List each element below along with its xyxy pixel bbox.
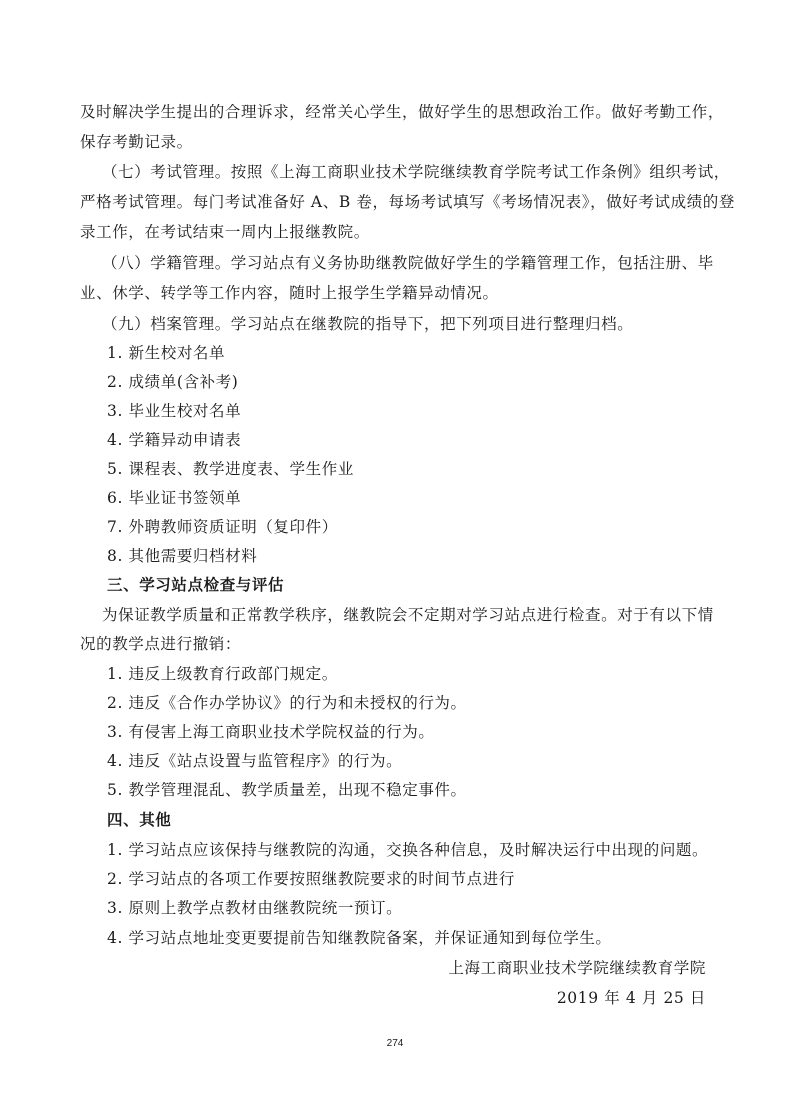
page-number: 274 <box>386 1038 404 1049</box>
list-item: 2. 成绩单(含补考) <box>107 373 239 391</box>
signature-org: 上海工商职业技术学院继续教育学院 <box>448 959 706 977</box>
paragraph-line: 严格考试管理。每门考试准备好 A、B 卷，每场考试填写《考场情况表》，做好考试成绩的登 <box>80 193 735 211</box>
list-item: 3. 毕业生校对名单 <box>107 402 242 420</box>
list-item: 3. 原则上教学点教材由继教院统一预订。 <box>107 899 403 917</box>
list-item: 5. 课程表、教学进度表、学生作业 <box>107 460 354 478</box>
list-item: 6. 毕业证书签领单 <box>107 489 242 507</box>
paragraph-line: （七）考试管理。按照《上海工商职业技术学院继续教育学院考试工作条例》组织考试， <box>102 163 730 181</box>
list-item: 1. 学习站点应该保持与继教院的沟通，交换各种信息，及时解决运行中出现的问题。 <box>107 841 709 859</box>
list-item: 2. 违反《合作办学协议》的行为和未授权的行为。 <box>107 694 467 712</box>
list-item: 2. 学习站点的各项工作要按照继教院要求的时间节点进行 <box>107 870 515 888</box>
paragraph-line: 业、休学、转学等工作内容，随时上报学生学籍异动情况。 <box>80 284 499 302</box>
list-item: 4. 学习站点地址变更要提前告知继教院备案，并保证通知到每位学生。 <box>107 929 612 947</box>
list-item: 5. 教学管理混乱、教学质量差，出现不稳定事件。 <box>107 781 467 799</box>
list-item: 4. 学籍异动申请表 <box>107 431 242 449</box>
paragraph-line: 为保证教学质量和正常教学秩序，继教院会不定期对学习站点进行检查。对于有以下情 <box>102 606 714 624</box>
list-item: 1. 新生校对名单 <box>107 344 226 362</box>
paragraph-line: （八）学籍管理。学习站点有义务协助继教院做好学生的学籍管理工作，包括注册、毕 <box>102 254 714 272</box>
paragraph-line: 及时解决学生提出的合理诉求，经常关心学生，做好学生的思想政治工作。做好考勤工作， <box>80 103 725 121</box>
list-item: 1. 违反上级教育行政部门规定。 <box>107 665 338 683</box>
section-heading: 四、其他 <box>107 811 172 829</box>
list-item: 7. 外聘教师资质证明（复印件） <box>107 518 338 536</box>
list-item: 4. 违反《站点设置与监管程序》的行为。 <box>107 752 403 770</box>
paragraph-line: 保存考勤记录。 <box>80 133 193 151</box>
list-item: 8. 其他需要归档材料 <box>107 547 258 565</box>
paragraph-line: 况的教学点进行撤销： <box>80 635 242 653</box>
paragraph-line: 录工作，在考试结束一周内上报继教院。 <box>80 223 370 241</box>
section-heading: 三、学习站点检查与评估 <box>107 576 285 594</box>
paragraph-line: （九）档案管理。学习站点在继教院的指导下，把下列项目进行整理归档。 <box>102 315 634 333</box>
signature-date: 2019 年 4 月 25 日 <box>556 989 706 1007</box>
list-item: 3. 有侵害上海工商职业技术学院权益的行为。 <box>107 723 435 741</box>
